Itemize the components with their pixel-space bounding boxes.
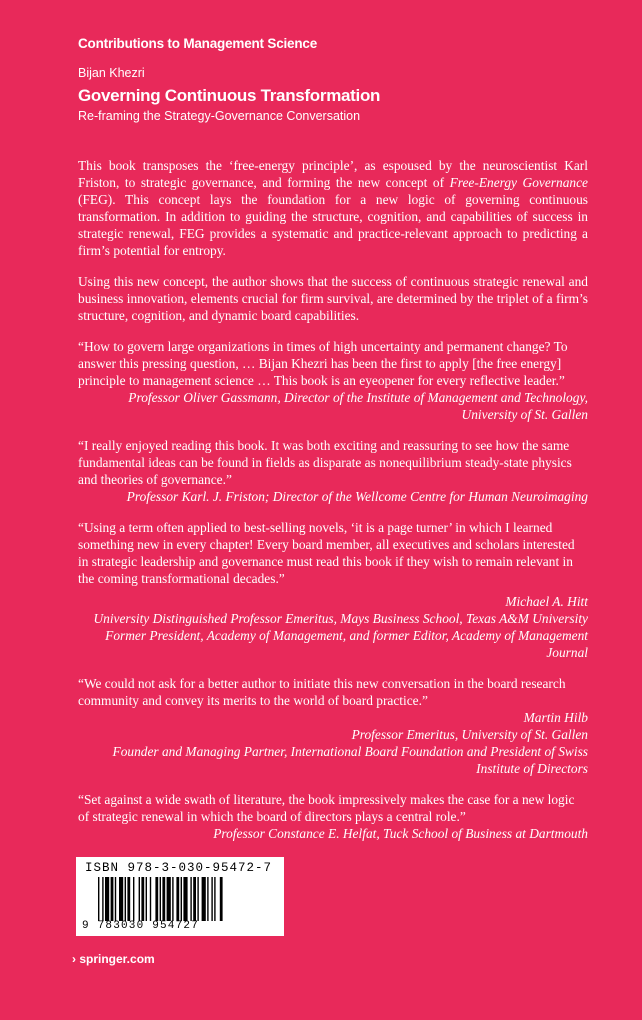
barcode-bar xyxy=(172,877,173,921)
barcode-bar xyxy=(146,877,147,921)
barcode-bar xyxy=(141,877,144,921)
endorsement-text: “I really enjoyed reading this book. It was both exciting and reassuring to see how the same fundamental ideas can be found in fields as disparate as nonequilibrium steady-state physics and theories of governance.” xyxy=(78,438,572,487)
endorsement-text: “Set against a wide swath of literature, the book impressively makes the case for a new logic of strategic renewal in which the board of directors plays a central role.” xyxy=(78,792,575,824)
barcode-bar xyxy=(167,877,171,921)
barcode-bar xyxy=(127,877,130,921)
endorsement xyxy=(78,519,588,661)
endorsement-text: “How to govern large organizations in times of high uncertainty and permanent change? To answer this pressing question, … Bijan Khezri has been the first to apply [the free energy] principle to management science … This book is an eyeopener for every reflective leader.” xyxy=(78,339,568,388)
description-paragraph-2: Using this new concept, the author shows that the success of continuous strategic renewal and business innovation, elements crucial for firm survival, are determined by the triplet of a firm’s structure, cognition, and dynamic board capabilities. xyxy=(78,274,588,323)
description-paragraph-1: This book transposes the ‘free-energy principle’, as espoused by the neuroscientist Karl Friston, to strategic governance, and forming the new concept of Free-Energy Governance (FEG). This concept lays the foundation for a new logic of governing continuous transformation. In addition to guiding the structure, cognition, and capabilities of success in strategic renewal, FEG provides a systematic and practice-relevant approach to predicting a firm’s potential for entropy. xyxy=(78,158,588,258)
barcode-bar xyxy=(160,877,161,921)
barcode xyxy=(76,857,284,936)
barcode-bar xyxy=(220,877,223,921)
barcode-bar xyxy=(102,877,103,921)
book-subtitle: Re-framing the Strategy-Governance Conversation xyxy=(78,109,361,123)
feg-term: Free-Energy Governance xyxy=(449,175,588,190)
endorsement-attribution: Professor Karl. J. Friston; Director of the Wellcome Centre for Human Neuroimaging xyxy=(126,489,588,504)
barcode-bar xyxy=(105,877,109,921)
endorsement xyxy=(78,675,588,777)
publisher-link[interactable]: › springer.com xyxy=(72,952,155,966)
barcode-bar xyxy=(150,877,151,921)
barcode-bars xyxy=(98,877,274,921)
endorsement xyxy=(78,791,588,842)
barcode-bar xyxy=(211,877,212,921)
barcode-bar xyxy=(111,877,114,921)
blurb-body xyxy=(78,157,588,856)
endorsement xyxy=(78,437,588,505)
author-name: Bijan Khezri xyxy=(78,66,145,80)
barcode-bar xyxy=(162,877,165,921)
book-title: Governing Continuous Transformation xyxy=(78,86,381,105)
endorsement-attribution: Professor Constance E. Helfat, Tuck School of Business at Dartmouth xyxy=(213,826,588,841)
barcode-bar xyxy=(190,877,191,921)
barcode-bar xyxy=(139,877,140,921)
barcode-bar xyxy=(181,877,182,921)
endorsement-attribution: Martin Hilb Professor Emeritus, University of St. Gallen Founder and Managing Partner, International Board Foundation and President of Swiss Institute of Directors xyxy=(112,710,588,776)
barcode-bar xyxy=(119,877,123,921)
barcode-bar xyxy=(98,877,99,921)
endorsement xyxy=(78,338,588,423)
barcode-bar xyxy=(197,877,198,921)
barcode-bar xyxy=(125,877,126,921)
barcode-bar xyxy=(155,877,158,921)
endorsement-text: “We could not ask for a better author to initiate this new conversation in the board research community and convey its merits to the world of board practice.” xyxy=(78,676,566,708)
series-name: Contributions to Management Science xyxy=(78,36,318,51)
barcode-digits: 9 783030 954727 xyxy=(82,920,200,932)
endorsement-attribution: Michael A. Hitt University Distinguished Professor Emeritus, Mays Business School, Texas A&M University Former President, Academy of Management, and former Editor, Academy of Management Journal xyxy=(93,594,588,660)
barcode-bar xyxy=(214,877,215,921)
endorsement-text: “Using a term often applied to best-selling novels, ‘it is a page turner’ in which I learned something new in every chapter! Every board member, all executives and scholars interested in strategic leadership and governance must read this book if they wish to remain relevant in the coming transformational decades.” xyxy=(78,520,575,586)
barcode-bar xyxy=(193,877,196,921)
barcode-bar xyxy=(176,877,179,921)
endorsement-attribution: Professor Oliver Gassmann, Director of the Institute of Management and Technology, University of St. Gallen xyxy=(128,390,588,422)
barcode-bar xyxy=(207,877,208,921)
isbn-text: ISBN 978-3-030-95472-7 xyxy=(85,861,273,875)
barcode-bar xyxy=(183,877,187,921)
barcode-bar xyxy=(115,877,116,921)
barcode-bar xyxy=(202,877,206,921)
barcode-bar xyxy=(133,877,134,921)
